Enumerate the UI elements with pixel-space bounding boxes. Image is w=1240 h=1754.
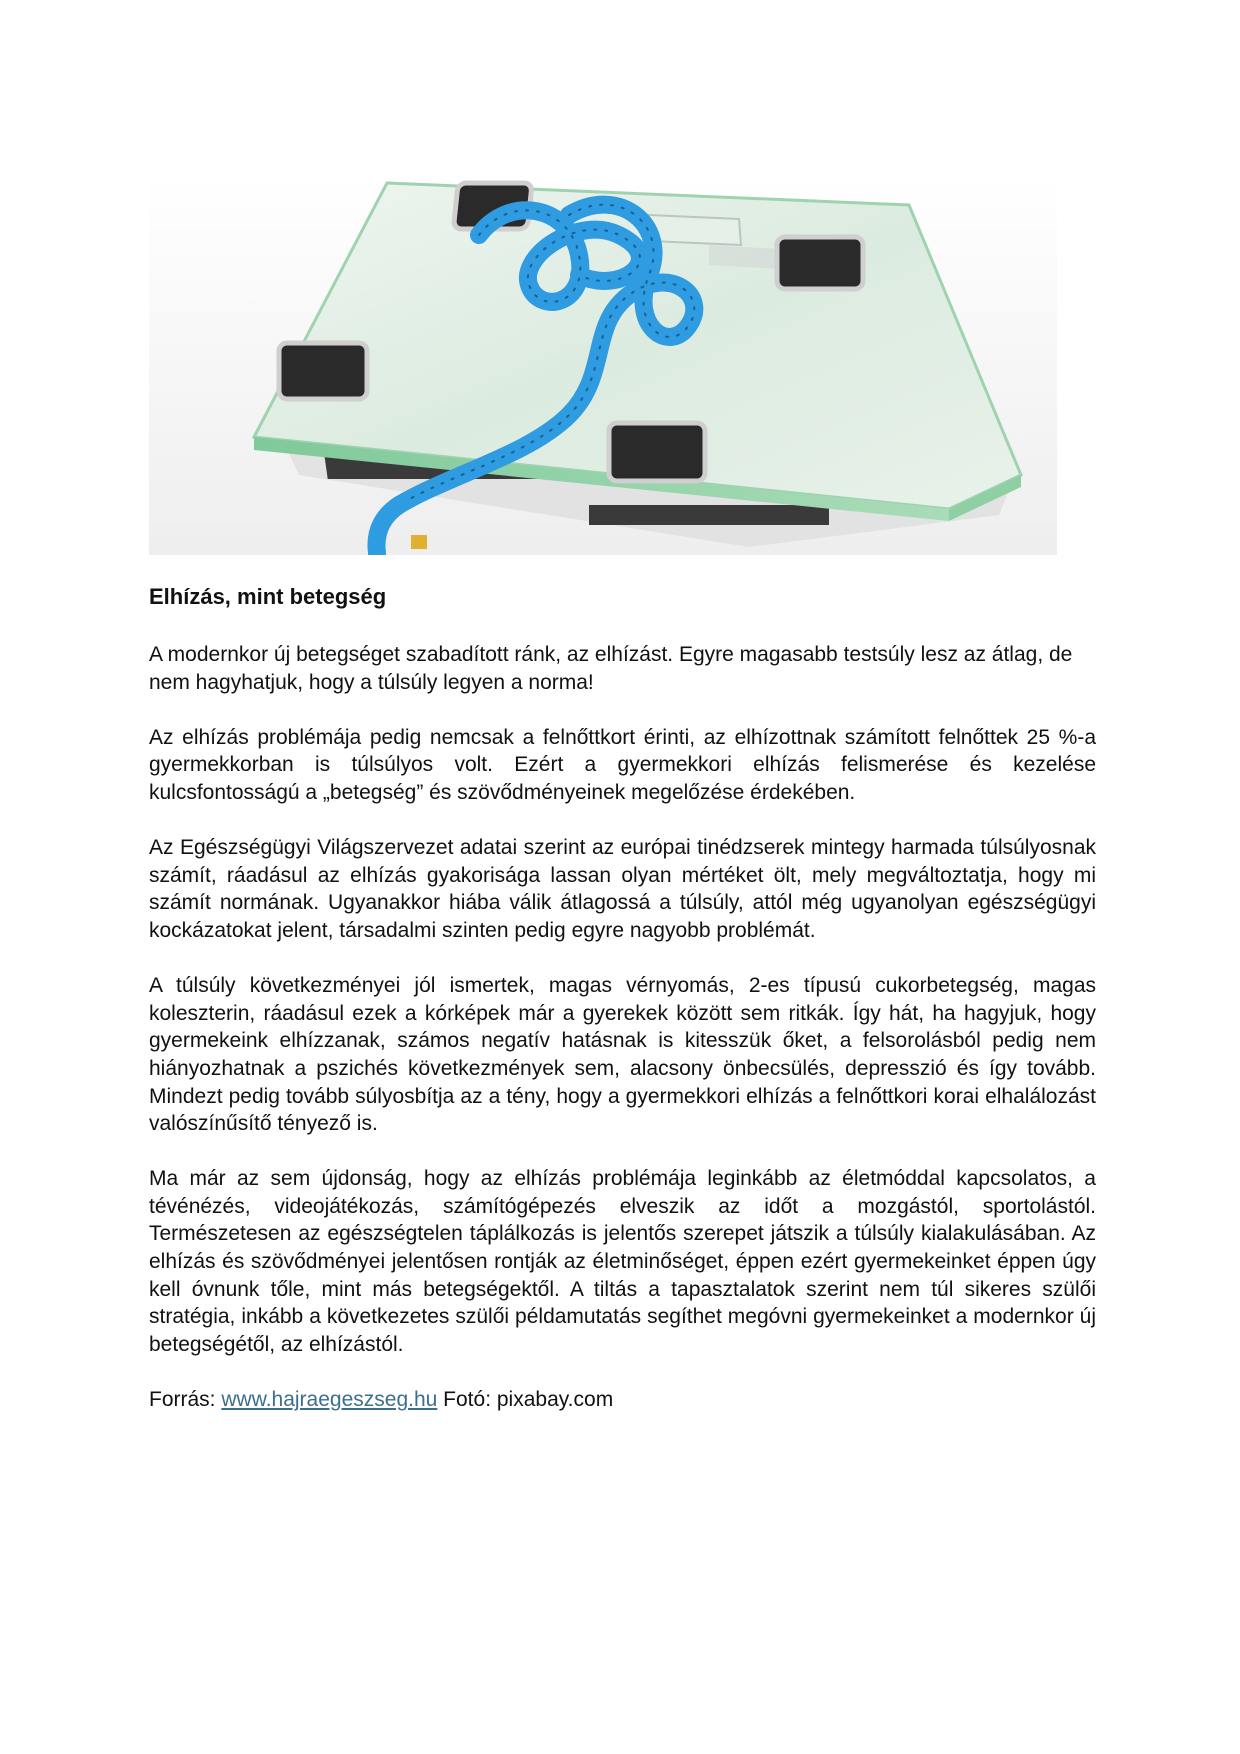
source-link[interactable]: www.hajraegeszseg.hu: [221, 1388, 438, 1412]
photo-credit: Fotó: pixabay.com: [443, 1388, 614, 1412]
article-paragraph-2: Az elhízás problémája pedig nemcsak a felnőttkort érinti, az elhízottnak számított felnőttek 25 %-a gyermekkorban is túlsúlyos volt. Ezért a gyermekkori elhízás felismerése és kezelése kulcsfontosságú a „betegség” és szövődményeinek megelőzése érdekében.: [149, 725, 1096, 804]
article: [149, 583, 1096, 1414]
photo-illustration: [149, 175, 1057, 555]
source-line: [149, 1386, 1096, 1414]
scale-and-measuring-tape-photo: [149, 175, 1057, 555]
article-paragraph-3: Az Egészségügyi Világszervezet adatai szerint az európai tinédzserek mintegy harmada túlsúlyosnak számít, ráadásul az elhízás gyakorisága lassan olyan mértéket ölt, mely megváltoztatja, hogy mi számít normának. Ugyanakkor hiába válik átlagossá a túlsúly, attól még ugyanolyan egészségügyi kockázatokat jelent, társadalmi szinten pedig egyre nagyobb problémát.: [149, 836, 1096, 942]
scale-base-front: [589, 505, 829, 525]
scale-display: [649, 215, 741, 245]
article-paragraph-1: A modernkor új betegséget szabadított ránk, az elhízást. Egyre magasabb testsúly lesz az átlag, de nem hagyhatjuk, hogy a túlsúly legyen a norma!: [149, 643, 1073, 694]
scale-pad-bottom-right: [609, 423, 705, 481]
article-paragraph-5: Ma már az sem újdonság, hogy az elhízás problémája leginkább az életmóddal kapcsolatos, a tévénézés, videojátékozás, számítógépezés elveszik az időt a mozgástól, sportolástól. Természetesen az egészségtelen táplálkozás is jelentős szerepet játszik a túlsúly kialakulásában. Az elhízás és szövődményei jelentősen rontják az életminőséget, éppen ezért gyermekeinket éppen úgy kell óvnunk tőle, mint más betegségektől. A tiltás a tapasztalatok szerint nem túl sikeres szülői stratégia, inkább a következetes szülői példamutatás segíthet megóvni gyermekeinket a modernkor új betegségétől, az elhízástól.: [149, 1167, 1096, 1356]
article-title: Elhízás, mint betegség: [149, 584, 387, 609]
scale-pad-top-right: [777, 237, 863, 289]
source-label: Forrás:: [149, 1388, 216, 1412]
article-paragraph-4: A túlsúly következményei jól ismertek, magas vérnyomás, 2-es típusú cukorbetegség, magas koleszterin, ráadásul ezek a kórképek már a gyerekek között sem ritkák. Így hát, ha hagyjuk, hogy gyermekeink elhízzanak, számos negatív hatásnak is kitesszük őket, a felsorolásból pedig nem hiányozhatnak a pszichés következmények sem, alacsony önbecsülés, depresszió és így tovább. Mindezt pedig tovább súlyosbítja az a tény, hogy a gyermekkori elhízás a felnőttkori korai elhalálozást valószínűsítő tényező is.: [149, 974, 1096, 1136]
scale-pad-bottom-left: [279, 343, 367, 399]
